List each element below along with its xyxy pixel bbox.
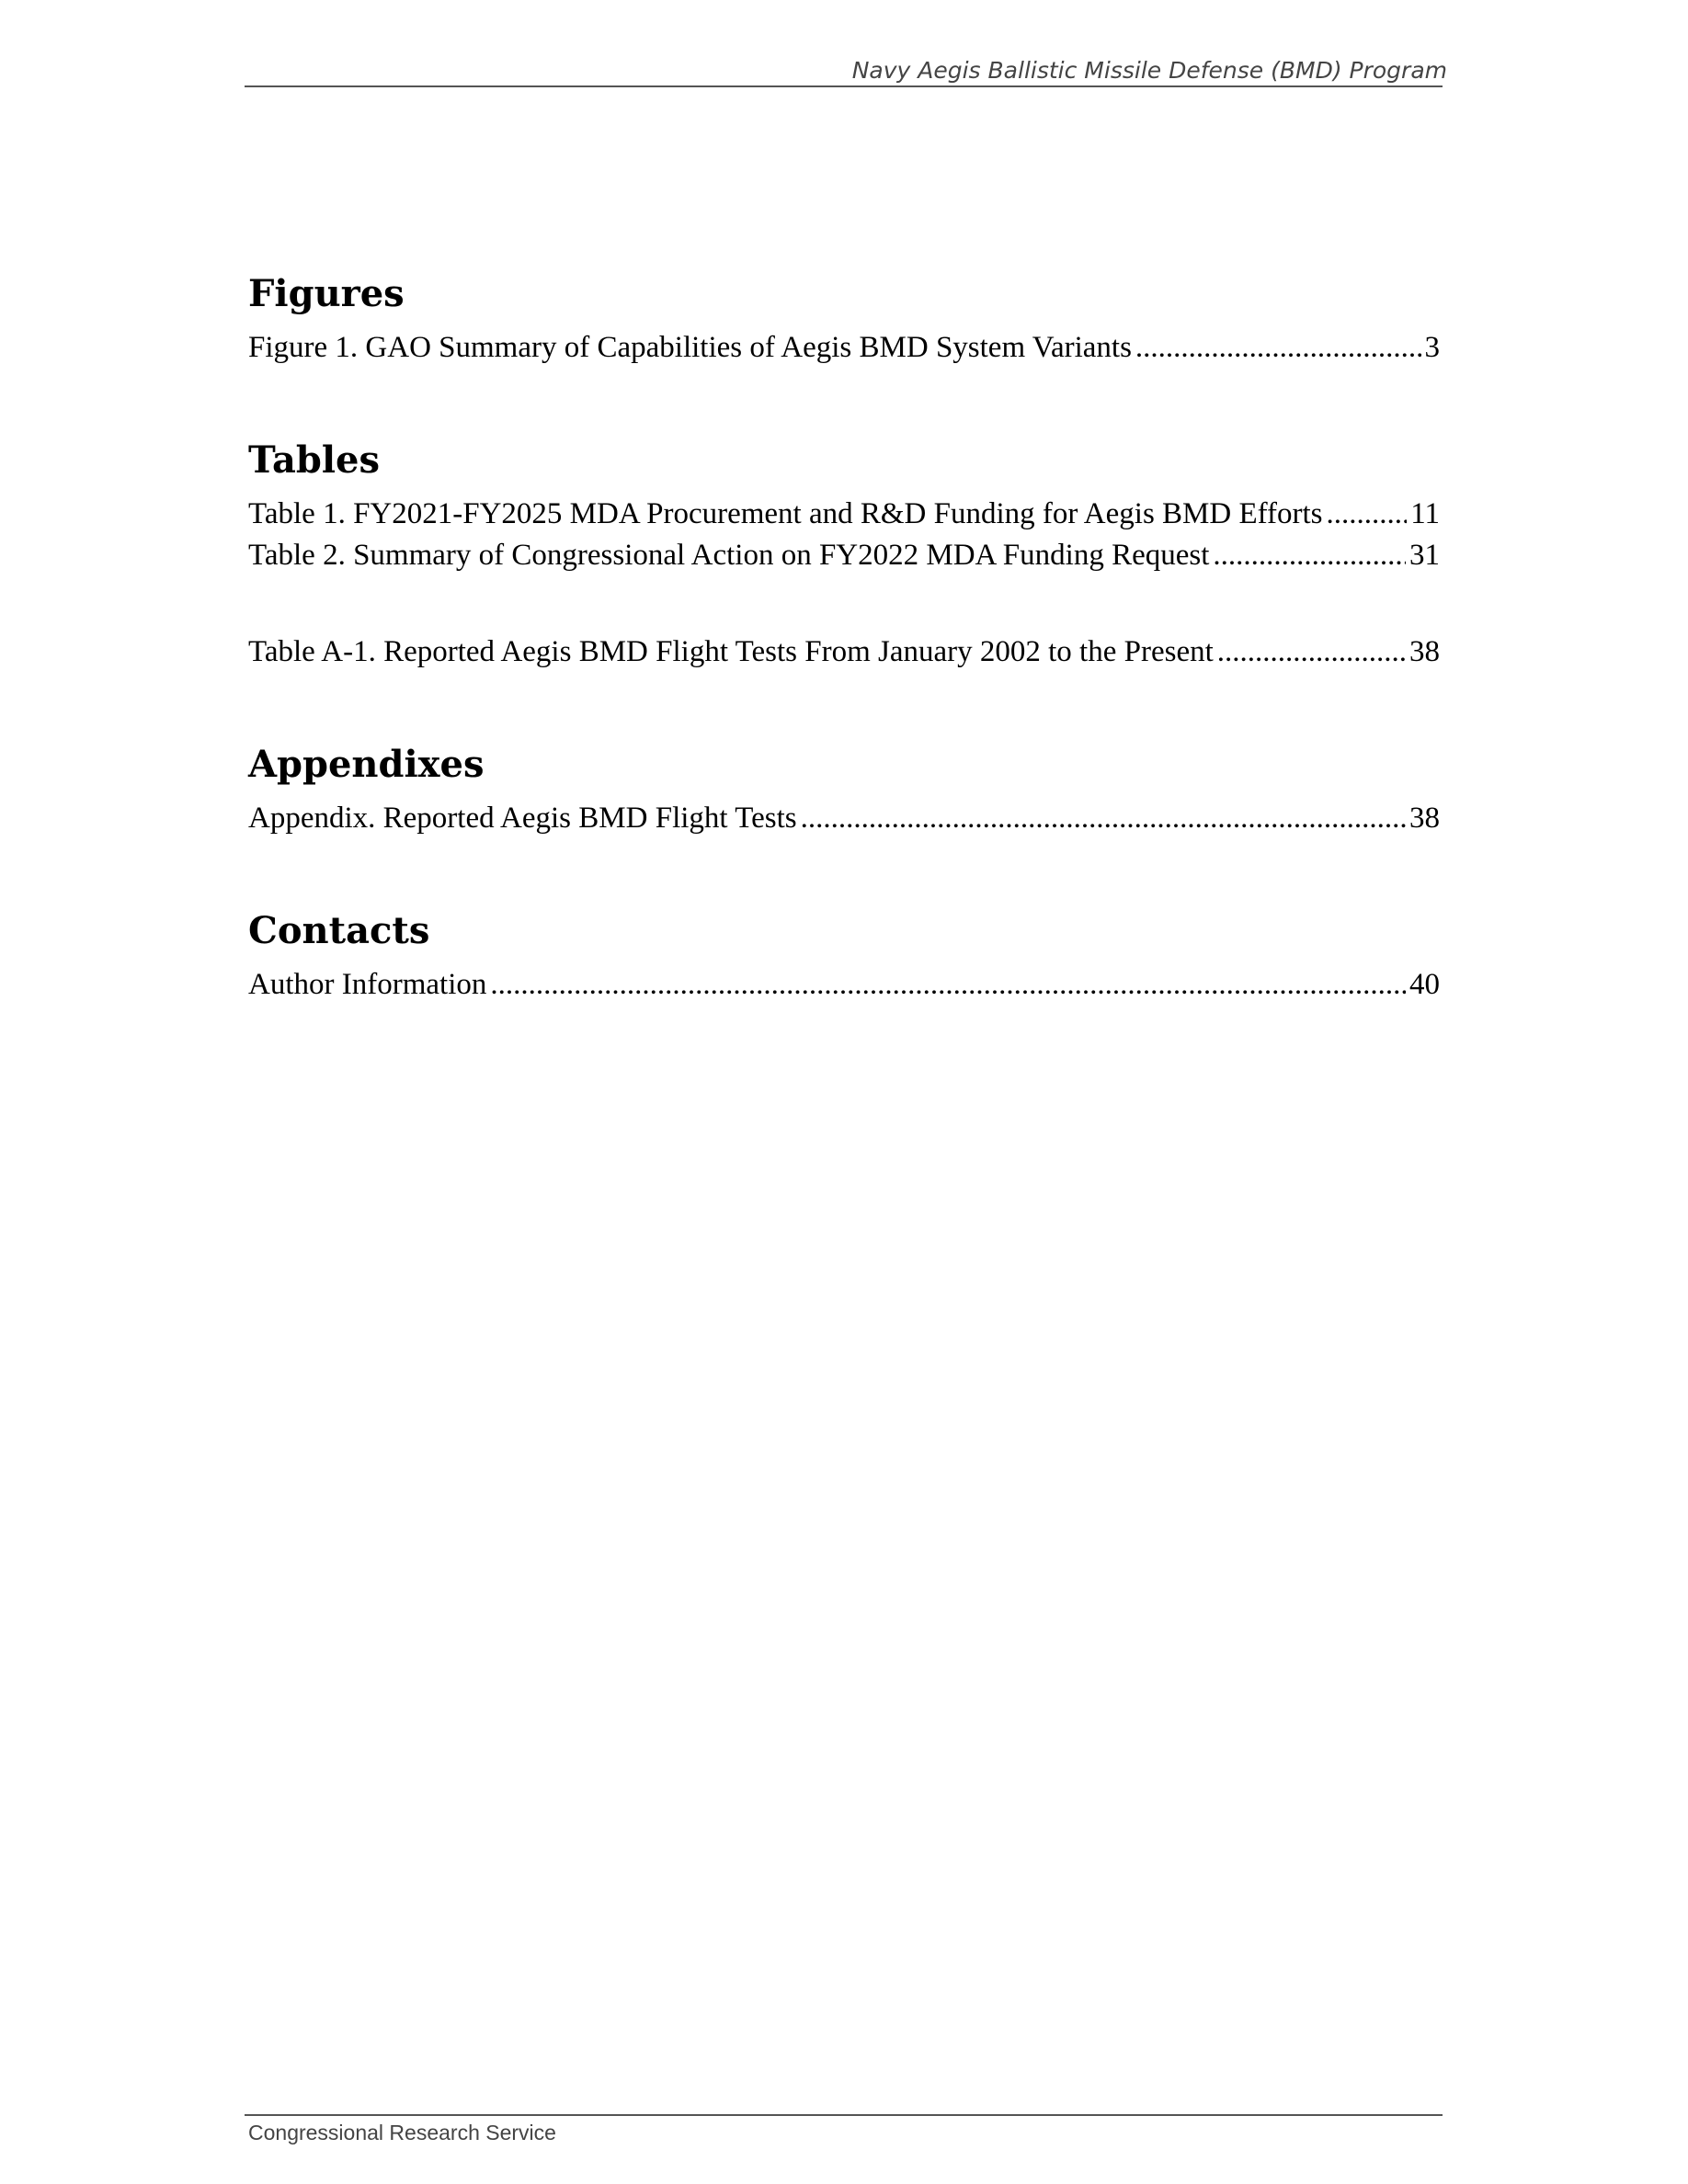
- toc-entry-title: Table 1. FY2021-FY2025 MDA Procurement and R&D Funding for Aegis BMD Efforts: [248, 497, 1323, 530]
- toc-entry-table-a-1[interactable]: [248, 631, 1440, 673]
- figures-section: [248, 267, 1440, 369]
- contacts-section: [248, 904, 1440, 1006]
- toc-entry-page: 31: [1409, 539, 1440, 572]
- toc-entry-title: Author Information: [248, 968, 487, 1001]
- running-header: Navy Aegis Ballistic Missile Defense (BMD) Program: [851, 57, 1447, 84]
- dot-leader: [801, 798, 1406, 839]
- dot-leader: [1213, 535, 1406, 576]
- toc-entry-figure-1[interactable]: [248, 327, 1440, 369]
- dot-leader: [490, 964, 1406, 1006]
- toc-entry-table-2[interactable]: [248, 535, 1440, 576]
- tables-heading: Tables: [248, 438, 380, 482]
- dot-leader: [1135, 327, 1421, 369]
- toc-entry-table-1[interactable]: [248, 494, 1440, 535]
- toc-entry-appendix[interactable]: [248, 798, 1440, 839]
- toc-entry-title: Table A-1. Reported Aegis BMD Flight Tests From January 2002 to the Present: [248, 635, 1214, 668]
- footer-divider: [245, 2114, 1443, 2116]
- toc-entry-page: 38: [1409, 802, 1440, 835]
- dot-leader: [1217, 631, 1406, 673]
- toc-entry-page: 11: [1410, 497, 1440, 530]
- toc-entry-title: Appendix. Reported Aegis BMD Flight Tests: [248, 802, 797, 835]
- tables-section: [248, 433, 1440, 673]
- appendixes-heading: Appendixes: [248, 743, 485, 786]
- dot-leader: [1327, 494, 1408, 535]
- running-footer: Congressional Research Service: [248, 2121, 556, 2144]
- list-of-figures-tables: [248, 267, 1440, 1070]
- header-divider: [245, 85, 1443, 87]
- toc-entry-page: 3: [1424, 331, 1440, 364]
- toc-entry-title: Table 2. Summary of Congressional Action on FY2022 MDA Funding Request: [248, 539, 1210, 572]
- toc-entry-title: Figure 1. GAO Summary of Capabilities of Aegis BMD System Variants: [248, 331, 1132, 364]
- toc-entry-page: 38: [1409, 635, 1440, 668]
- toc-entry-author-information[interactable]: [248, 964, 1440, 1006]
- figures-heading: Figures: [248, 272, 405, 315]
- contacts-heading: Contacts: [248, 909, 430, 952]
- toc-entry-page: 40: [1409, 968, 1440, 1001]
- appendixes-section: [248, 737, 1440, 839]
